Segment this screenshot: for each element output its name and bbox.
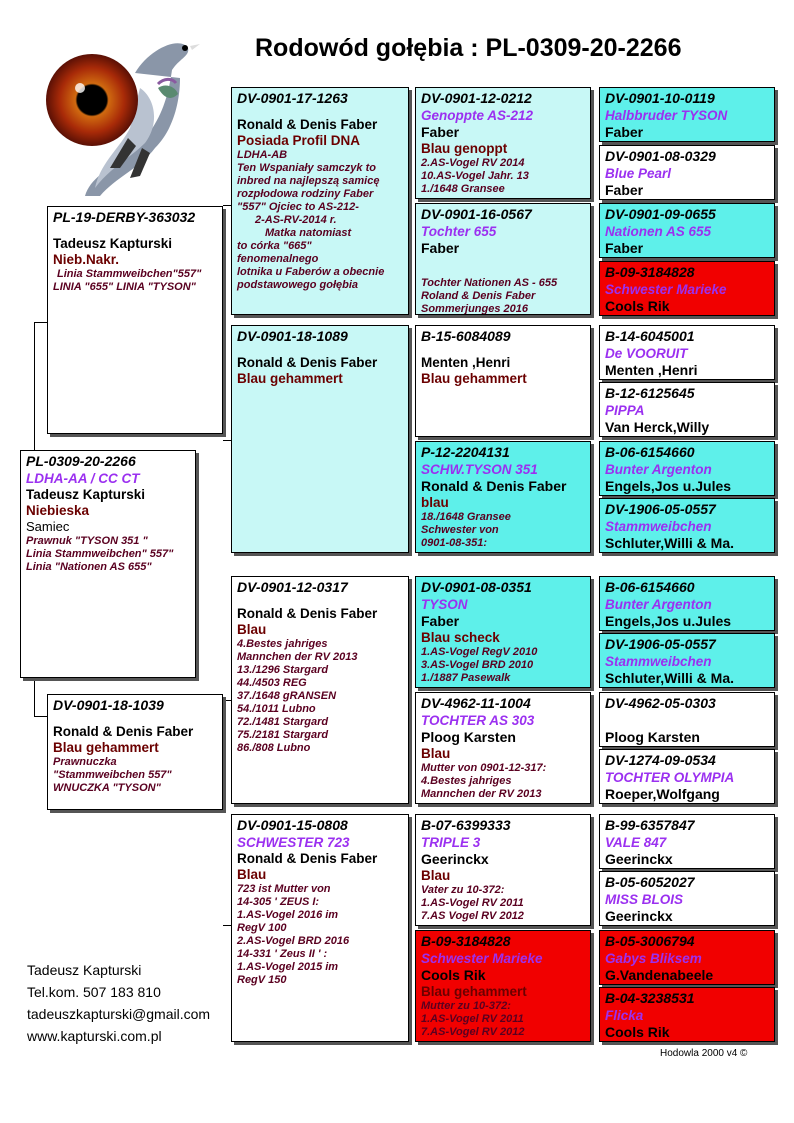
connector (223, 700, 231, 701)
g4-card: B-09-3184828 Schwester Marieke Cools Rik (599, 261, 775, 316)
g15-card: B-05-3006794 Gabys Bliksem G.Vandenabeele (599, 930, 775, 985)
fmf-card: B-15-6084089 Menten ,Henri Blau gehammert (415, 325, 591, 437)
mfm-card: DV-4962-11-1004 TOCHTER AS 303 Ploog Karsten Blau Mutter von 0901-12-317: 4.Bestes jahriges Mannchen der RV 2013 (415, 692, 591, 804)
g2-card: DV-0901-08-0329 Blue Pearl Faber (599, 145, 775, 200)
connector (223, 205, 231, 206)
connector (34, 678, 35, 716)
g8-card: DV-1906-05-0557 Stammweibchen Schluter,Willi & Ma. (599, 498, 775, 553)
g12-card: DV-1274-09-0534 TOCHTER OLYMPIA Roeper,Wolfgang (599, 749, 775, 804)
fmm-card: P-12-2204131 SCHW.TYSON 351 Ronald & Denis Faber blau 18./1648 Gransee Schwester von 0901-08-351: (415, 441, 591, 553)
mother-card: DV-0901-18-1039 Ronald & Denis Faber Blau gehammert Prawnuczka "Stammweibchen 557" WNUCZKA "TYSON" (47, 694, 223, 810)
footer-name: Tadeusz Kapturski (27, 962, 142, 978)
g14-card: B-05-6052027 MISS BLOIS Geerinckx (599, 871, 775, 926)
subject-card: PL-0309-20-2266 LDHA-AA / CC CT Tadeusz Kapturski Niebieska Samiec Prawnuk "TYSON 351 " Linia Stammweibchen" 557" Linia "Nationen AS 655" (20, 450, 196, 678)
mm-card: DV-0901-15-0808 SCHWESTER 723 Ronald & Denis Faber Blau 723 ist Mutter von 14-305 ' ZEUS I: 1.AS-Vogel 2016 im RegV 100 2.AS-Vogel BRD 2016 14-331 ' Zeus II ' : 1.AS-Vogel 2015 im RegV 150 (231, 814, 409, 1042)
footer-email[interactable]: tadeuszkapturski@gmail.com (27, 1006, 211, 1022)
connector (34, 322, 35, 452)
fff-card: DV-0901-12-0212 Genoppte AS-212 Faber Blau genoppt 2.AS-Vogel RV 2014 10.AS-Vogel Jahr. 13 1./1648 Gransee (415, 87, 591, 199)
g10-card: DV-1906-05-0557 Stammweibchen Schluter,Willi & Ma. (599, 633, 775, 688)
mmm-card: B-09-3184828 Schwester Marieke Cools Rik Blau gehammert Mutter zu 10-372: 1.AS-Vogel RV 2011 7.AS-Vogel RV 2012 (415, 930, 591, 1042)
connector (223, 440, 231, 441)
g11-card: DV-4962-05-0303 Ploog Karsten (599, 692, 775, 747)
g3-card: DV-0901-09-0655 Nationen AS 655 Faber (599, 203, 775, 258)
pigeon-logo (40, 28, 200, 198)
g9-card: B-06-6154660 Bunter Argenton Engels,Jos u.Jules (599, 576, 775, 631)
connector (223, 925, 231, 926)
mf-card: DV-0901-12-0317 Ronald & Denis Faber Blau 4.Bestes jahriges Mannchen der RV 2013 13./1296 Stargard 44./4503 REG 37./1648 gRANSEN 54./1011 Lubno 72./1481 Stargard 75./2181 Stargard 86./808 Lubno (231, 576, 409, 804)
g16-card: B-04-3238531 Flicka Cools Rik (599, 987, 775, 1042)
g6-card: B-12-6125645 PIPPA Van Herck,Willy (599, 382, 775, 437)
mff-card: DV-0901-08-0351 TYSON Faber Blau scheck 1.AS-Vogel RegV 2010 3.AS-Vogel BRD 2010 1./1887 Pasewalk (415, 576, 591, 688)
footer-phone: Tel.kom. 507 183 810 (27, 984, 161, 1000)
connector (34, 322, 48, 323)
g13-card: B-99-6357847 VALE 847 Geerinckx (599, 814, 775, 869)
ffm-card: DV-0901-16-0567 Tochter 655 Faber Tochter Nationen AS - 655 Roland & Denis Faber Sommerjunges 2016 (415, 203, 591, 315)
fm-card: DV-0901-18-1089 Ronald & Denis Faber Blau gehammert (231, 325, 409, 553)
connector (34, 716, 48, 717)
ff-card: DV-0901-17-1263 Ronald & Denis Faber Posiada Profil DNA LDHA-AB Ten Wspaniały samczyk to inbred na najlepszą samicę rozpłodowa rodziny Faber "557" Ojciec to AS-212- 2-AS-RV-2014 r. Matka natomiast to córka "665" fenomenalnego lotnika u Faberów a obecnie podstawowego gołębia (231, 87, 409, 315)
version-label: Hodowla 2000 v4 © (660, 1048, 748, 1059)
father-card: PL-19-DERBY-363032 Tadeusz Kapturski Nieb.Nakr. Linia Stammweibchen"557" LINIA "655" LINIA "TYSON" (47, 206, 223, 434)
mmf-card: B-07-6399333 TRIPLE 3 Geerinckx Blau Vater zu 10-372: 1.AS-Vogel RV 2011 7.AS Vogel RV 2012 (415, 814, 591, 926)
footer-website[interactable]: www.kapturski.com.pl (27, 1028, 162, 1044)
g1-card: DV-0901-10-0119 Halbbruder TYSON Faber (599, 87, 775, 142)
g7-card: B-06-6154660 Bunter Argenton Engels,Jos u.Jules (599, 441, 775, 496)
page-title: Rodowód gołębia : PL-0309-20-2266 (255, 34, 682, 62)
g5-card: B-14-6045001 De VOORUIT Menten ,Henri (599, 325, 775, 380)
